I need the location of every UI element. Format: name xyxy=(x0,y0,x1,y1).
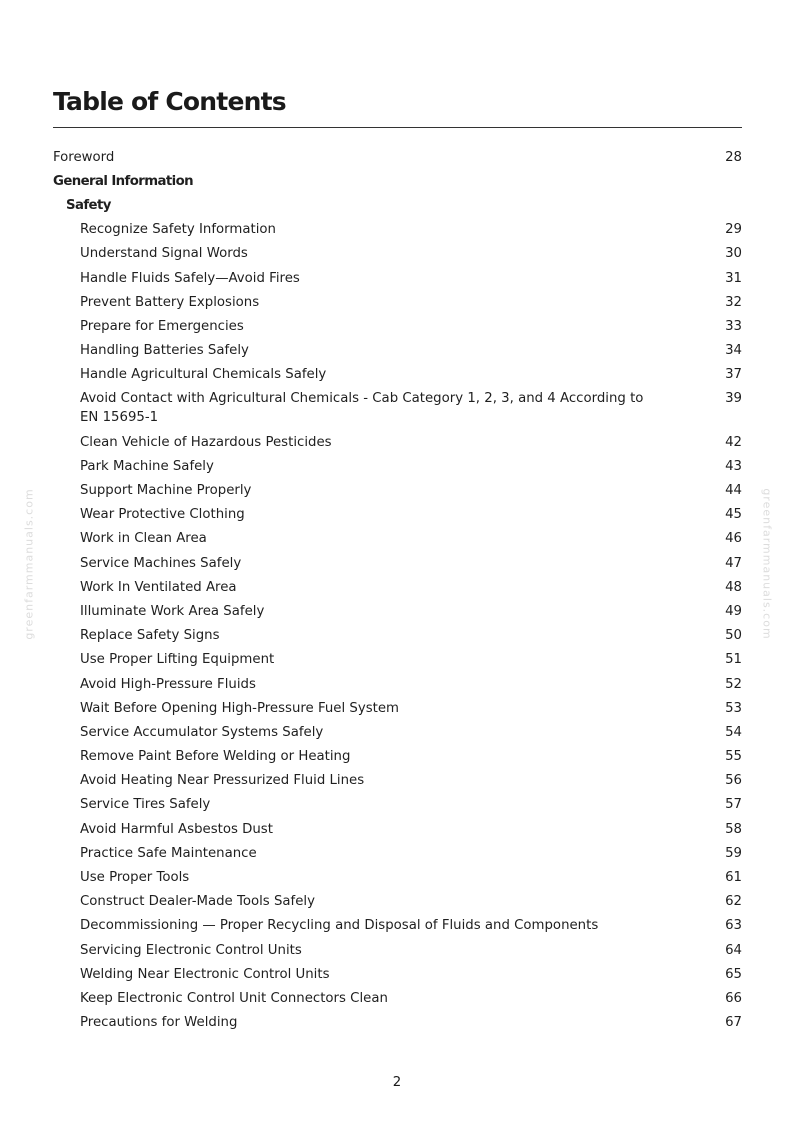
toc-entry-title: Avoid Harmful Asbestos Dust xyxy=(80,821,273,837)
toc-entry[interactable] xyxy=(53,624,742,648)
toc-entry-page: 57 xyxy=(725,797,742,813)
toc-entry-title: Keep Electronic Control Unit Connectors Clean xyxy=(80,990,388,1006)
toc-entry[interactable] xyxy=(53,527,742,551)
toc-entry-page: 37 xyxy=(725,367,742,383)
toc-entry-page: 56 xyxy=(725,773,742,789)
toc-entry[interactable] xyxy=(53,218,742,242)
toc-entry-page: 54 xyxy=(725,724,742,740)
toc-list xyxy=(53,145,742,1035)
toc-entry[interactable] xyxy=(53,314,742,338)
toc-entry-title: Prevent Battery Explosions xyxy=(80,294,260,310)
toc-entry[interactable] xyxy=(53,387,742,430)
toc-entry-title: Avoid Contact with Agricultural Chemicals - Cab Category 1, 2, 3, and 4 According to EN 15695-1 xyxy=(80,391,644,426)
toc-entry-title: Service Machines Safely xyxy=(80,555,242,571)
toc-entry-page: 66 xyxy=(725,990,742,1006)
toc-entry[interactable] xyxy=(53,938,742,962)
toc-entry[interactable] xyxy=(53,793,742,817)
toc-entry-title: Prepare for Emergencies xyxy=(80,318,244,334)
toc-entry-title: General Information xyxy=(53,173,193,189)
toc-entry-title: Clean Vehicle of Hazardous Pesticides xyxy=(80,434,332,450)
toc-section-heading[interactable] xyxy=(53,145,742,169)
toc-entry[interactable] xyxy=(53,503,742,527)
toc-entry-page: 39 xyxy=(725,391,742,407)
toc-entry-title: Work in Clean Area xyxy=(80,531,207,547)
toc-entry-title: Avoid High-Pressure Fluids xyxy=(80,676,256,692)
toc-entry-page: 45 xyxy=(725,507,742,523)
title-divider xyxy=(53,127,742,128)
toc-section-heading[interactable] xyxy=(53,169,742,193)
toc-entry[interactable] xyxy=(53,266,742,290)
toc-entry[interactable] xyxy=(53,865,742,889)
page-number: 2 xyxy=(392,1075,402,1090)
toc-entry-title: Remove Paint Before Welding or Heating xyxy=(80,749,351,765)
toc-entry[interactable] xyxy=(53,986,742,1010)
toc-entry-title: Service Tires Safely xyxy=(80,797,211,813)
toc-entry-title: Practice Safe Maintenance xyxy=(80,845,257,861)
toc-entry-title: Understand Signal Words xyxy=(80,246,248,262)
toc-entry[interactable] xyxy=(53,720,742,744)
toc-entry-page: 62 xyxy=(725,894,742,910)
toc-entry-page: 48 xyxy=(725,579,742,595)
toc-entry-page: 53 xyxy=(725,700,742,716)
toc-entry[interactable] xyxy=(53,478,742,502)
toc-entry-page: 31 xyxy=(725,270,742,286)
toc-entry-title: Handle Fluids Safely—Avoid Fires xyxy=(80,270,300,286)
toc-entry[interactable] xyxy=(53,890,742,914)
toc-entry-page: 61 xyxy=(725,870,742,886)
toc-entry-page: 46 xyxy=(725,531,742,547)
toc-entry-page: 49 xyxy=(725,603,742,619)
toc-entry-page: 65 xyxy=(725,966,742,982)
toc-entry-title: Work In Ventilated Area xyxy=(80,579,237,595)
toc-entry-page: 42 xyxy=(725,434,742,450)
toc-entry-title: Welding Near Electronic Control Units xyxy=(80,966,330,982)
toc-entry[interactable] xyxy=(53,599,742,623)
toc-entry-page: 50 xyxy=(725,628,742,644)
toc-section-heading[interactable] xyxy=(53,193,742,217)
toc-entry[interactable] xyxy=(53,339,742,363)
toc-entry[interactable] xyxy=(53,290,742,314)
toc-entry-title: Replace Safety Signs xyxy=(80,628,220,644)
toc-entry[interactable] xyxy=(53,575,742,599)
toc-entry-page: 28 xyxy=(725,149,742,165)
toc-entry-title: Precautions for Welding xyxy=(80,1015,238,1031)
toc-entry-title: Support Machine Properly xyxy=(80,483,252,499)
toc-entry-title: Foreword xyxy=(53,149,115,165)
toc-entry[interactable] xyxy=(53,430,742,454)
toc-entry-title: Use Proper Lifting Equipment xyxy=(80,652,275,668)
toc-entry-title: Service Accumulator Systems Safely xyxy=(80,724,324,740)
toc-entry-title: Avoid Heating Near Pressurized Fluid Lines xyxy=(80,773,365,789)
toc-entry-page: 58 xyxy=(725,821,742,837)
page-title: Table of Contents xyxy=(53,87,286,116)
toc-entry-page: 47 xyxy=(725,555,742,571)
toc-entry[interactable] xyxy=(53,696,742,720)
toc-entry-title: Handle Agricultural Chemicals Safely xyxy=(80,367,327,383)
toc-entry[interactable] xyxy=(53,363,742,387)
toc-entry-page: 55 xyxy=(725,749,742,765)
toc-entry[interactable] xyxy=(53,1011,742,1035)
toc-entry[interactable] xyxy=(53,841,742,865)
toc-entry[interactable] xyxy=(53,745,742,769)
toc-entry-page: 67 xyxy=(725,1015,742,1031)
toc-entry-page: 32 xyxy=(725,294,742,310)
toc-entry-page: 33 xyxy=(725,318,742,334)
toc-entry[interactable] xyxy=(53,962,742,986)
toc-entry[interactable] xyxy=(53,817,742,841)
toc-entry-title: Servicing Electronic Control Units xyxy=(80,942,302,958)
toc-entry-title: Wear Protective Clothing xyxy=(80,507,245,523)
toc-entry-page: 43 xyxy=(725,458,742,474)
toc-entry[interactable] xyxy=(53,914,742,938)
toc-entry[interactable] xyxy=(53,551,742,575)
toc-entry-title: Safety xyxy=(66,197,111,213)
toc-entry[interactable] xyxy=(53,672,742,696)
toc-entry-title: Recognize Safety Information xyxy=(80,222,276,238)
toc-entry-title: Decommissioning — Proper Recycling and Disposal of Fluids and Components xyxy=(80,918,599,934)
toc-entry-title: Wait Before Opening High-Pressure Fuel System xyxy=(80,700,399,716)
toc-entry-page: 51 xyxy=(725,652,742,668)
toc-entry-page: 63 xyxy=(725,918,742,934)
toc-entry[interactable] xyxy=(53,648,742,672)
toc-entry[interactable] xyxy=(53,769,742,793)
toc-entry-page: 59 xyxy=(725,845,742,861)
watermark-left: greenfarmmanuals.com xyxy=(22,488,36,640)
toc-entry-title: Park Machine Safely xyxy=(80,458,214,474)
toc-entry-title: Use Proper Tools xyxy=(80,870,190,886)
toc-entry-page: 52 xyxy=(725,676,742,692)
toc-entry-page: 30 xyxy=(725,246,742,262)
toc-entry-title: Illuminate Work Area Safely xyxy=(80,603,265,619)
toc-entry-page: 29 xyxy=(725,222,742,238)
toc-entry[interactable] xyxy=(53,454,742,478)
toc-entry-page: 44 xyxy=(725,483,742,499)
toc-entry[interactable] xyxy=(53,242,742,266)
toc-entry-page: 34 xyxy=(725,343,742,359)
toc-entry-page: 64 xyxy=(725,942,742,958)
watermark-right: greenfarmmanuals.com xyxy=(760,488,774,640)
toc-entry-title: Construct Dealer-Made Tools Safely xyxy=(80,894,315,910)
toc-entry-title: Handling Batteries Safely xyxy=(80,343,249,359)
